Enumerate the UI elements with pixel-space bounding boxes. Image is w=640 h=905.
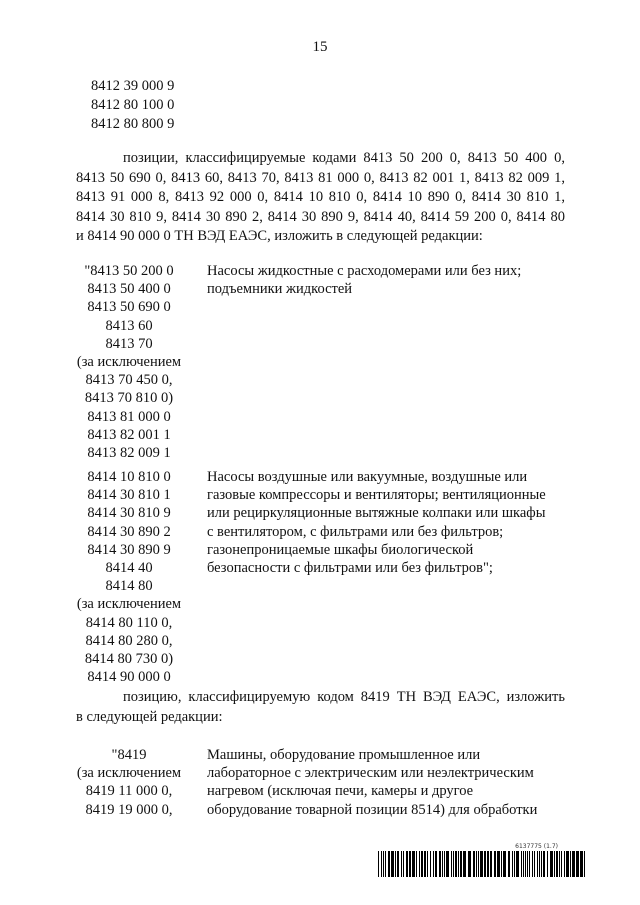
code-line: 8413 60 (105, 317, 153, 334)
code-line: 8414 80 280 0, (85, 632, 173, 649)
code-line: "8413 50 200 0 (84, 263, 174, 279)
code-line: (за исключением (76, 765, 182, 782)
barcode-bar (537, 851, 538, 877)
barcode-bar (458, 851, 459, 877)
paragraph-line: и 8414 90 000 0 ТН ВЭД ЕАЭС, изложить в следующей редакции: (76, 228, 483, 244)
barcode-bar (527, 851, 528, 877)
barcode-bar (455, 851, 457, 877)
description-line: подъемники жидкостей (207, 281, 353, 298)
code-line: (за исключением (76, 596, 182, 613)
barcode-bar (490, 851, 492, 877)
barcode-bar (478, 851, 479, 877)
paragraph-line: 8413 91 000 8, 8413 92 000 0, 8414 10 810 0, 8414 10 890 0, 8414 30 810 1, (76, 189, 565, 205)
description-line: Насосы воздушные или вакуумные, воздушные или (207, 469, 528, 485)
code-line: 8414 80 730 0) (84, 651, 174, 668)
code-line: 8414 80 (105, 578, 153, 595)
barcode-bar (419, 851, 420, 877)
code-line: 8412 39 000 9 (91, 78, 175, 94)
description-line: нагревом (исключая печи, камеры и другое (207, 783, 474, 800)
barcode-bar (564, 851, 565, 877)
paragraph-position-8419 (76, 688, 565, 727)
barcode-bar (561, 851, 562, 877)
barcode-bar (554, 851, 555, 877)
code-line: 8419 11 000 0, (85, 783, 173, 800)
barcode-bar (451, 851, 452, 877)
code-line: 8413 81 000 0 (87, 408, 171, 425)
table2-codes (66, 746, 192, 819)
code-line: 8413 70 810 0) (84, 390, 174, 407)
barcode-bar (403, 851, 404, 877)
barcode-bar (421, 851, 423, 877)
barcode-bar (395, 851, 396, 877)
barcode-bar (401, 851, 402, 877)
top-code-list (91, 77, 174, 134)
paragraph-line: позиции, классифицируемые кодами 8413 50 200 0, 8413 50 400 0, (123, 150, 565, 166)
barcode-bar (383, 851, 384, 877)
barcode-bar (468, 851, 471, 877)
barcode-bar (397, 851, 399, 877)
barcode (378, 843, 588, 878)
barcode-bar (556, 851, 558, 877)
paragraph-line: позицию, классифицируемую кодом 8419 ТН ВЭД ЕАЭС, изложить (123, 689, 565, 705)
barcode-bar (412, 851, 415, 877)
barcode-bar (453, 851, 454, 877)
barcode-bar (439, 851, 441, 877)
code-line: "8419 (111, 747, 147, 763)
barcode-bar (559, 851, 560, 877)
paragraph-line: в следующей редакции: (76, 708, 223, 725)
barcode-bar (572, 851, 575, 877)
code-line: 8414 30 810 1 (87, 487, 171, 504)
barcode-bar (424, 851, 426, 877)
barcode-bar (550, 851, 553, 877)
barcode-bar (543, 851, 545, 877)
code-line: 8413 50 400 0 (87, 281, 171, 298)
table1-row2-description (207, 468, 567, 577)
barcode-bar (416, 851, 417, 877)
barcode-bar (532, 851, 533, 877)
description-line: газовые компрессоры и вентиляторы; вентиляционные (207, 487, 546, 504)
barcode-bar (430, 851, 431, 877)
barcode-bar (584, 851, 585, 877)
barcode-bar (525, 851, 526, 877)
code-line: 8414 30 890 9 (87, 541, 171, 558)
barcode-bar (385, 851, 386, 877)
table2-description (207, 746, 567, 819)
description-line: Машины, оборудование промышленное или (207, 747, 481, 763)
description-line: Насосы жидкостные с расходомерами или без них; (207, 263, 522, 279)
table1-row2-codes (66, 468, 192, 686)
barcode-bar (409, 851, 411, 877)
barcode-bar (508, 851, 510, 877)
barcode-bar (378, 851, 379, 877)
barcode-bar (444, 851, 445, 877)
barcode-bar (463, 851, 466, 877)
barcode-bar (460, 851, 462, 877)
barcode-bar (494, 851, 496, 877)
barcode-bar (497, 851, 500, 877)
code-line: 8412 80 100 0 (91, 97, 175, 113)
barcode-bar (529, 851, 530, 877)
code-line: 8414 90 000 0 (87, 669, 171, 686)
code-line: 8414 30 890 2 (87, 523, 171, 540)
code-line: 8414 10 810 0 (87, 469, 171, 485)
description-line: безопасности с фильтрами или без фильтров"; (207, 560, 493, 577)
barcode-bar (539, 851, 540, 877)
code-line: 8412 80 800 9 (91, 116, 175, 132)
code-line: (за исключением (76, 354, 182, 371)
barcode-bar (480, 851, 483, 877)
barcode-bar (435, 851, 437, 877)
barcode-bar (487, 851, 489, 877)
code-line: 8413 70 (105, 335, 153, 352)
paragraph-line: 8413 50 690 0, 8413 60, 8413 70, 8413 81 000 0, 8413 82 001 1, 8413 82 009 1, (76, 169, 565, 186)
barcode-bar (427, 851, 428, 877)
barcode-bar (541, 851, 542, 877)
table1-row1-codes (66, 262, 192, 462)
barcode-bars (378, 851, 588, 877)
barcode-bar (391, 851, 394, 877)
code-line: 8413 50 690 0 (87, 299, 171, 316)
description-line: лабораторное с электрическим или неэлектрическим (207, 765, 534, 782)
paragraph-line: 8414 30 810 9, 8414 30 890 2, 8414 30 890 9, 8414 40, 8414 59 200 0, 8414 80 (76, 208, 565, 225)
code-line: 8419 19 000 0, (85, 801, 173, 818)
description-line: газонепроницаемые шкафы биологической (207, 541, 474, 558)
barcode-bar (534, 851, 535, 877)
barcode-bar (503, 851, 506, 877)
code-line: 8414 80 110 0, (85, 614, 173, 631)
barcode-number: 6137775 (1.7) (515, 843, 558, 850)
barcode-bar (381, 851, 382, 877)
code-line: 8413 70 450 0, (85, 372, 173, 389)
barcode-bar (388, 851, 390, 877)
barcode-bar (547, 851, 548, 877)
barcode-bar (521, 851, 522, 877)
description-line: оборудование товарной позиции 8514) для обработки (207, 801, 538, 818)
barcode-bar (406, 851, 408, 877)
table1-row1-description (207, 262, 567, 298)
barcode-bar (566, 851, 569, 877)
barcode-bar (433, 851, 434, 877)
barcode-bar (476, 851, 477, 877)
barcode-bar (516, 851, 519, 877)
code-line: 8413 82 009 1 (87, 445, 171, 462)
barcode-bar (473, 851, 475, 877)
barcode-bar (570, 851, 571, 877)
barcode-bar (514, 851, 515, 877)
barcode-bar (446, 851, 449, 877)
paragraph-positions (76, 149, 565, 247)
description-line: с вентилятором, с фильтрами или без фильтров; (207, 523, 504, 540)
code-line: 8413 82 001 1 (87, 426, 171, 443)
barcode-bar (523, 851, 524, 877)
barcode-bar (576, 851, 579, 877)
barcode-bar (484, 851, 486, 877)
barcode-bar (442, 851, 443, 877)
description-line: или рециркуляционные вытяжные колпаки или шкафы (207, 505, 546, 522)
barcode-bar (512, 851, 513, 877)
code-line: 8414 30 810 9 (87, 505, 171, 522)
code-line: 8414 40 (105, 560, 153, 577)
barcode-bar (580, 851, 583, 877)
page-number: 15 (312, 39, 328, 55)
barcode-bar (501, 851, 502, 877)
